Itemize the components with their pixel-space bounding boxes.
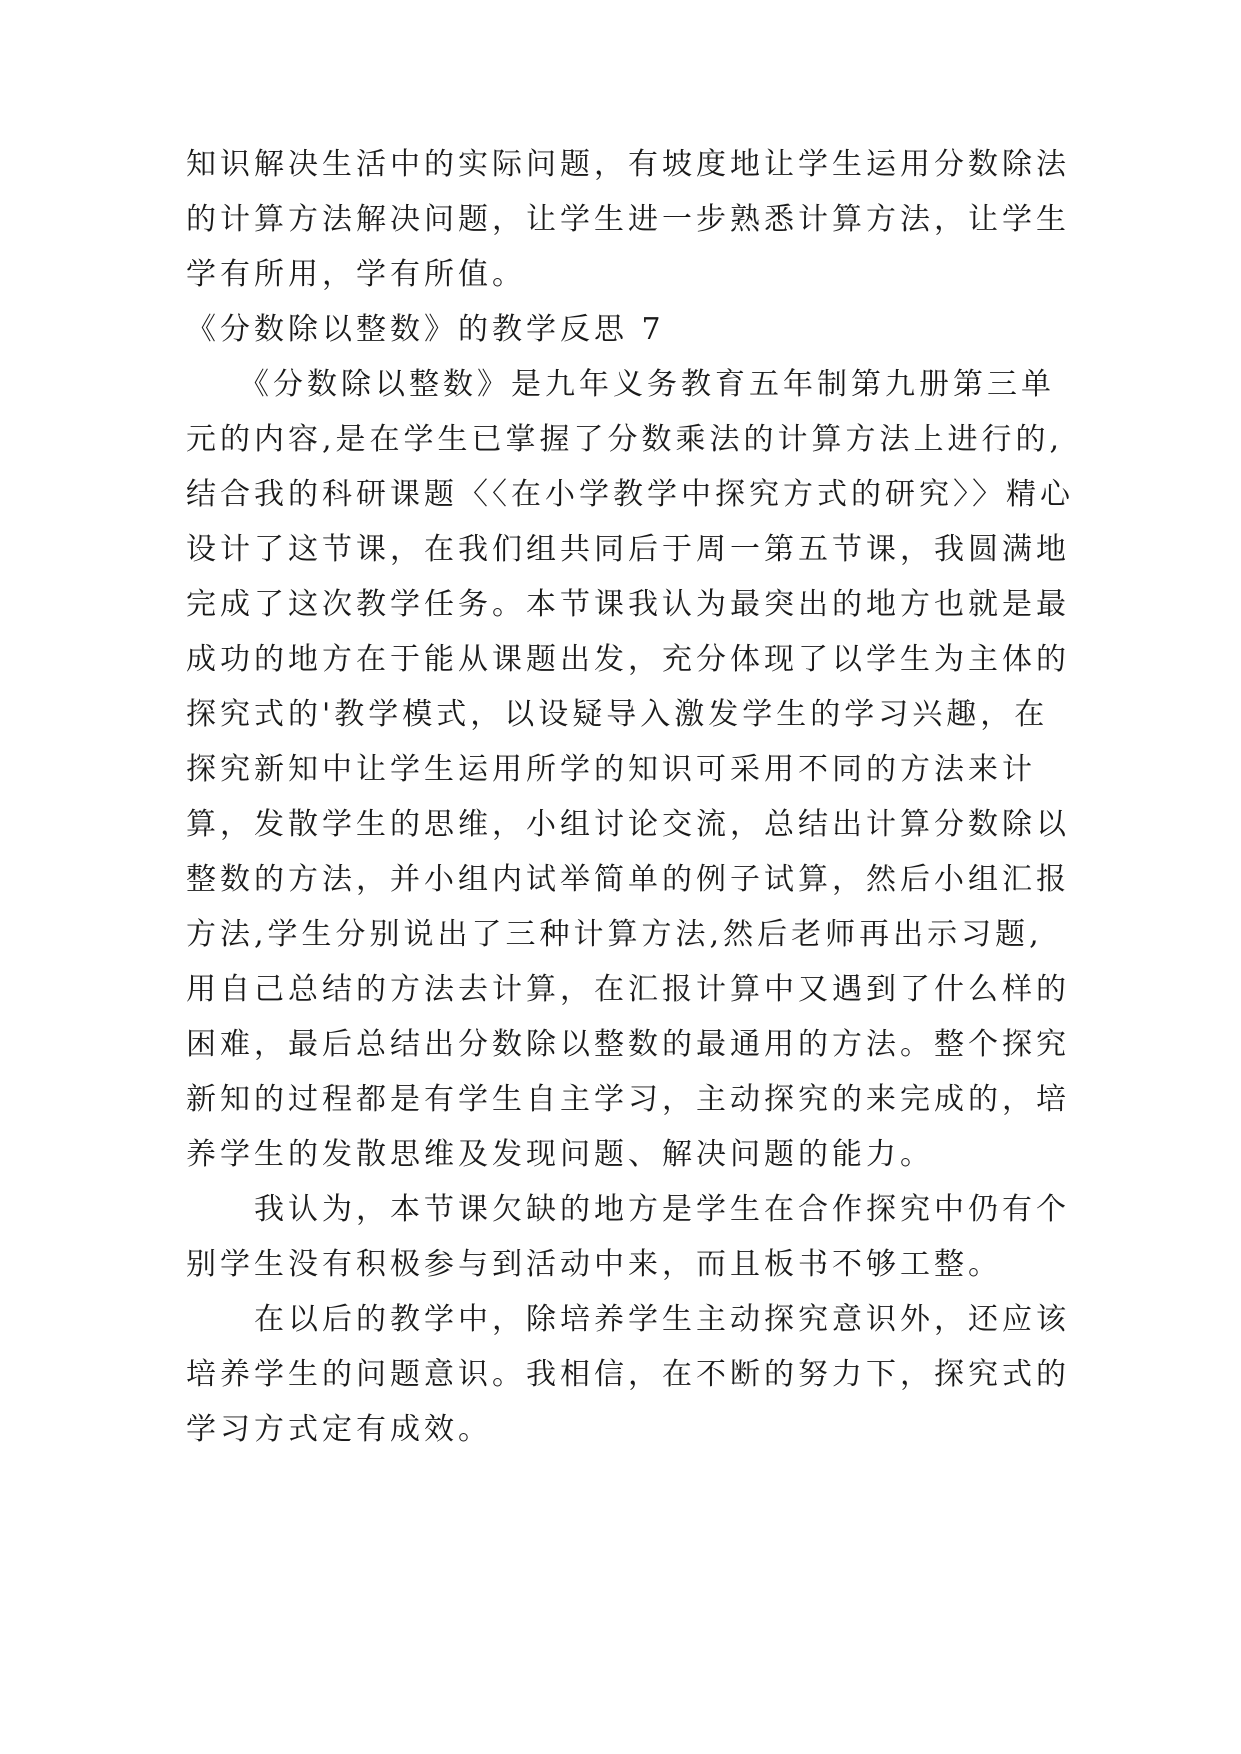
text-line: 的计算方法解决问题，让学生进一步熟悉计算方法，让学生 (186, 202, 1070, 237)
text-line: 算，发散学生的思维，小组讨论交流，总结出计算分数除以 (186, 807, 1070, 842)
text-line: 养学生的发散思维及发现问题、解决问题的能力。 (186, 1137, 934, 1172)
text-line: 探究式的'教学模式，以设疑导入激发学生的学习兴趣，在 (186, 697, 1049, 732)
text-line: 学习方式定有成效。 (186, 1412, 492, 1447)
text-line: 《分数除以整数》是九年义务教育五年制第九册第三单 (186, 367, 1055, 402)
text-line: 培养学生的问题意识。我相信，在不断的努力下，探究式的 (186, 1357, 1070, 1392)
text-line: 用自己总结的方法去计算，在汇报计算中又遇到了什么样的 (186, 972, 1070, 1007)
text-line: 完成了这次教学任务。本节课我认为最突出的地方也就是最 (186, 587, 1070, 622)
text-line: 我认为，本节课欠缺的地方是学生在合作探究中仍有个 (186, 1192, 1070, 1227)
text-line: 元的内容,是在学生已掌握了分数乘法的计算方法上进行的, (186, 422, 1064, 457)
text-line: 知识解决生活中的实际问题，有坡度地让学生运用分数除法 (186, 147, 1070, 182)
text-line: 别学生没有积极参与到活动中来，而且板书不够工整。 (186, 1247, 1002, 1282)
text-line: 探究新知中让学生运用所学的知识可采用不同的方法来计 (186, 752, 1036, 787)
text-line: 结合我的科研课题〈〈在小学教学中探究方式的研究〉〉精心 (186, 477, 1074, 512)
text-line: 设计了这节课，在我们组共同后于周一第五节课，我圆满地 (186, 532, 1070, 567)
section-title: 《分数除以整数》的教学反思 7 (186, 312, 665, 347)
text-line: 在以后的教学中，除培养学生主动探究意识外，还应该 (186, 1302, 1070, 1337)
text-line: 新知的过程都是有学生自主学习，主动探究的来完成的，培 (186, 1082, 1070, 1117)
text-line: 学有所用，学有所值。 (186, 257, 526, 292)
text-line: 整数的方法，并小组内试举简单的例子试算，然后小组汇报 (186, 862, 1070, 897)
text-line: 困难，最后总结出分数除以整数的最通用的方法。整个探究 (186, 1027, 1070, 1062)
text-line: 成功的地方在于能从课题出发，充分体现了以学生为主体的 (186, 642, 1070, 677)
text-line: 方法,学生分别说出了三种计算方法,然后老师再出示习题, (186, 917, 1043, 952)
